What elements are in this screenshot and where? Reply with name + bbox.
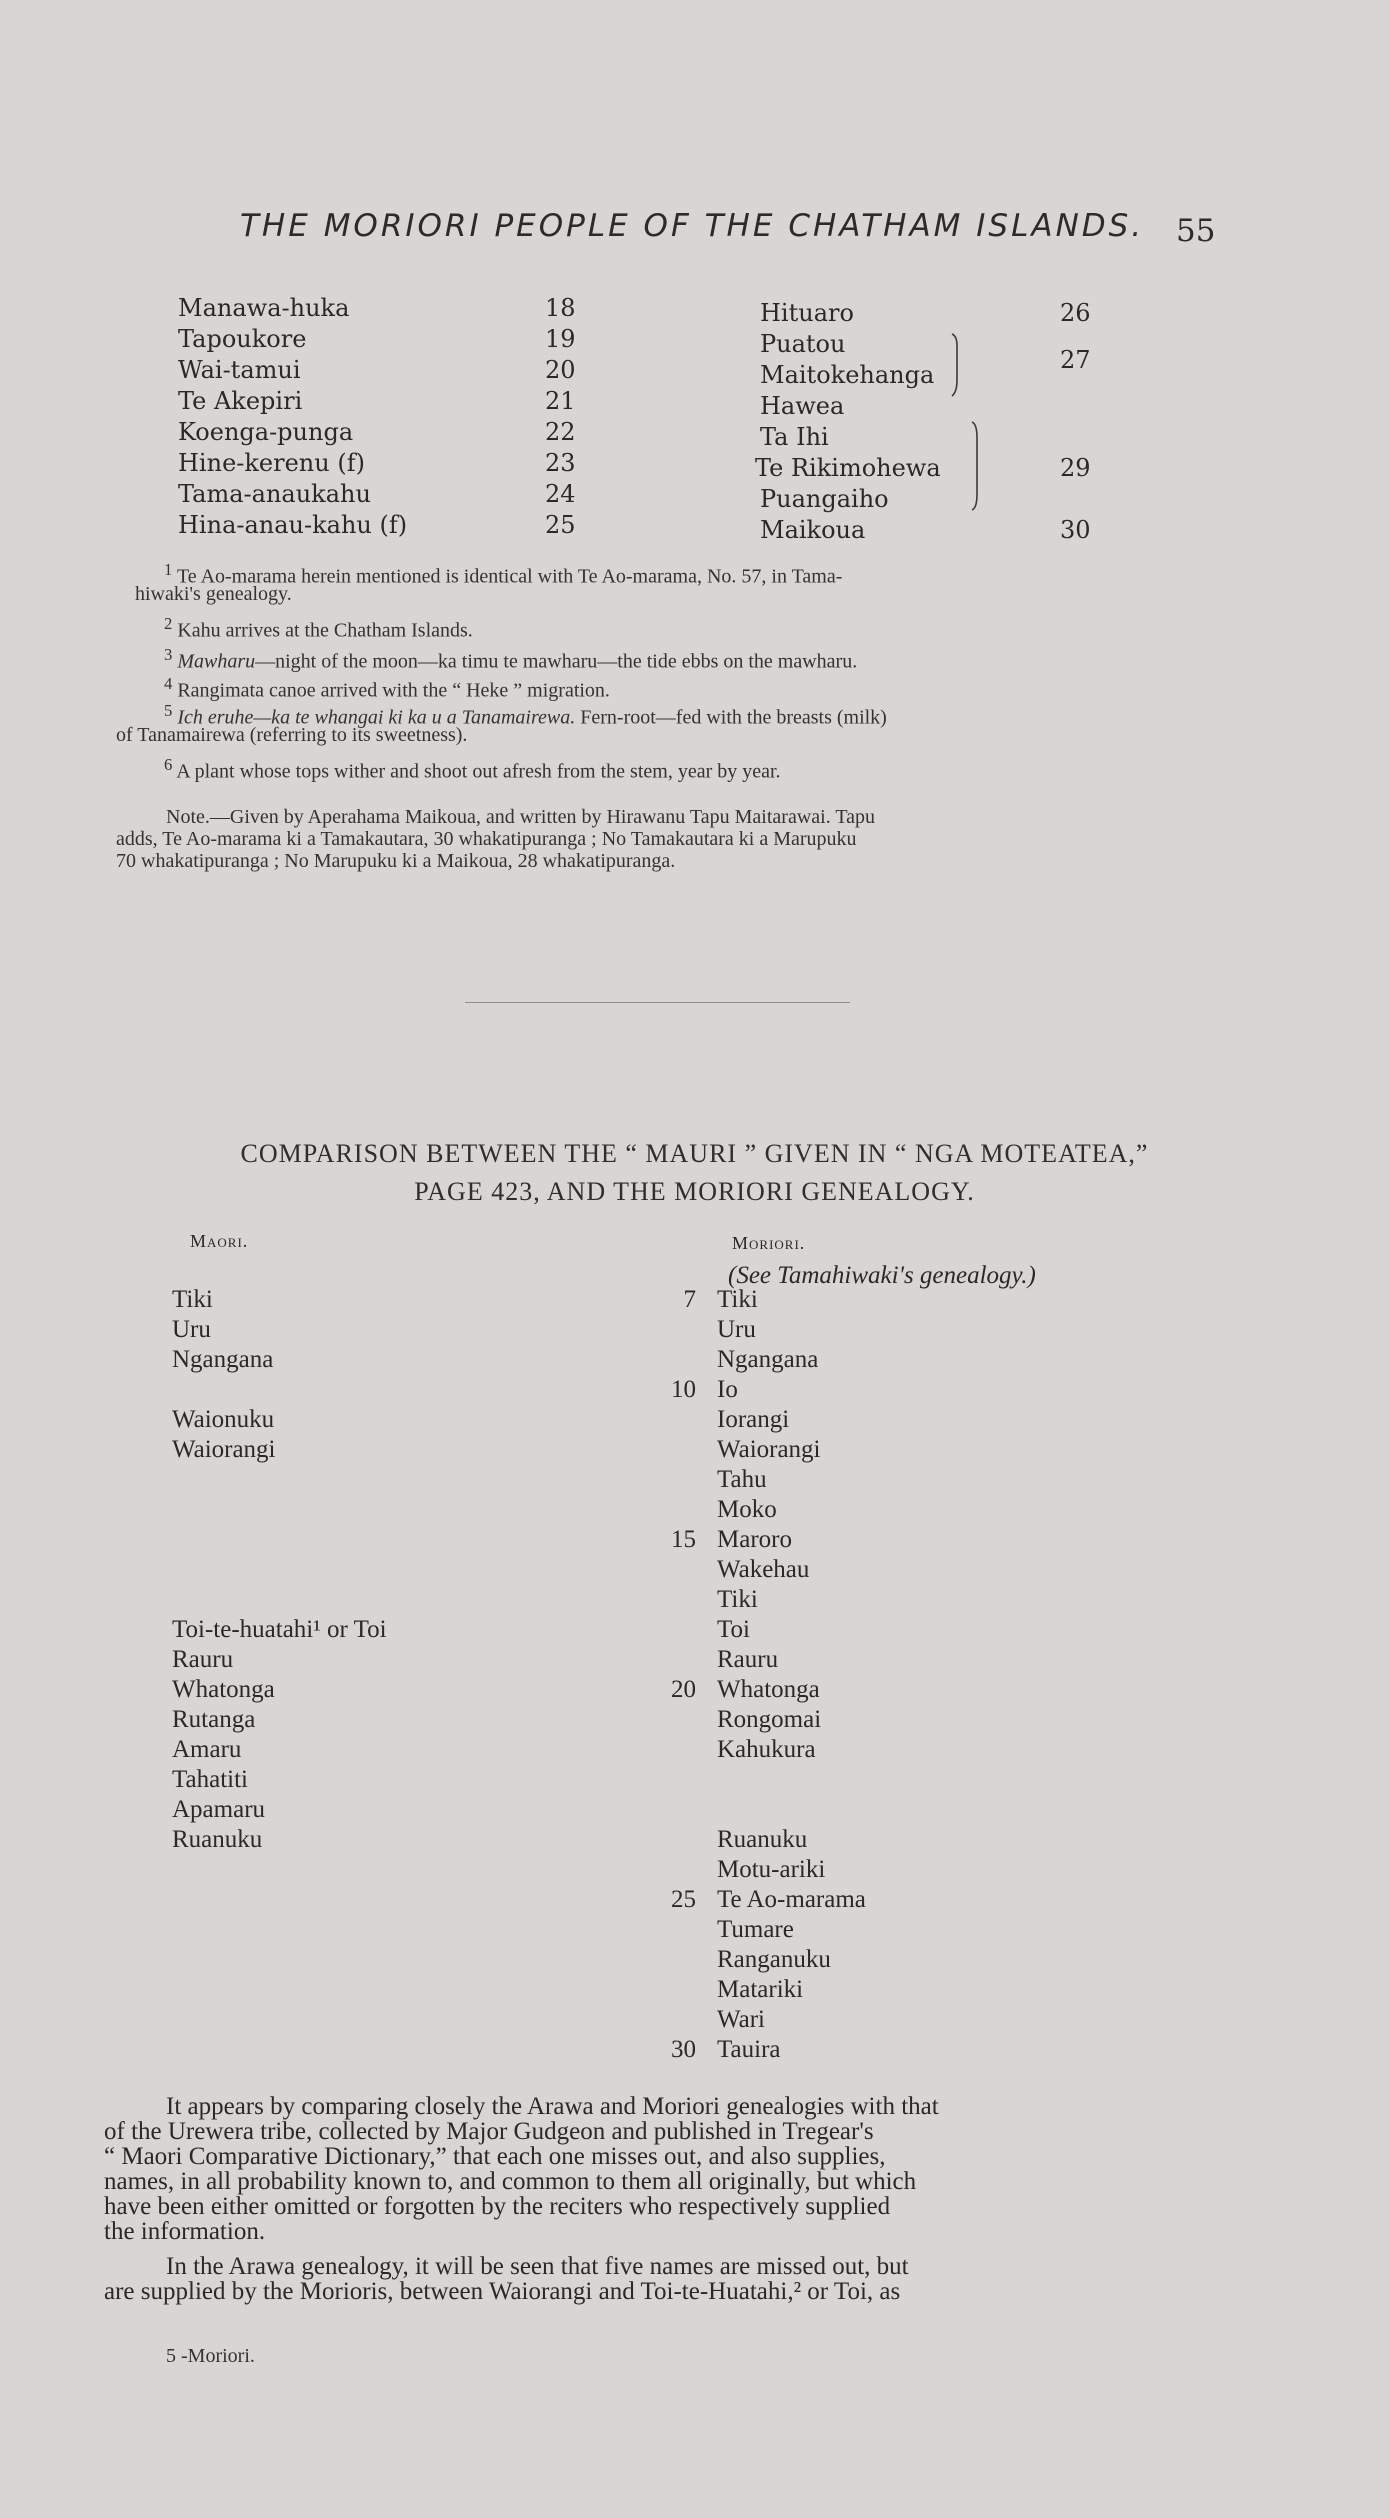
list-item-name: Hine-kerenu (f): [178, 449, 365, 477]
maori-name: Ruanuku: [172, 1826, 263, 1853]
note-line: Note.—Given by Aperahama Maikoua, and written by Hirawanu Tapu Maitarawai. Tapu: [166, 806, 876, 828]
maori-name: Waiorangi: [172, 1436, 276, 1463]
moriori-name: Io: [717, 1376, 738, 1403]
list-item-name: Puatou: [760, 330, 846, 358]
list-item-name: Hawea: [760, 392, 845, 420]
comparison-heading: PAGE 423, AND THE MORIORI GENEALOGY.: [414, 1177, 975, 1206]
moriori-name: Whatonga: [717, 1676, 820, 1703]
running-title: THE MORIORI PEOPLE OF THE CHATHAM ISLANDS.: [240, 208, 1145, 244]
column-header-moriori: Moriori.: [732, 1233, 806, 1253]
moriori-name: Uru: [717, 1316, 756, 1343]
brace-mark: [970, 418, 984, 514]
moriori-name: Motu-ariki: [717, 1856, 826, 1883]
moriori-name: Moko: [717, 1496, 777, 1523]
paragraph-line: the information.: [104, 2218, 266, 2245]
moriori-name: Ngangana: [717, 1346, 819, 1373]
generation-number: 20: [671, 1676, 696, 1703]
list-item-number: 21: [545, 387, 576, 415]
footnote-text: Kahu arrives at the Chatham Islands.: [177, 619, 473, 642]
maori-name: Uru: [172, 1316, 211, 1343]
footnote-marker: 2: [164, 614, 173, 633]
section-divider: [465, 1002, 850, 1003]
list-item-name: Maitokehanga: [760, 361, 935, 389]
footnote-text: Rangimata canoe arrived with the “ Heke ” migration.: [177, 679, 610, 702]
moriori-name: Wakehau: [717, 1556, 810, 1583]
paragraph-line: of the Urewera tribe, collected by Major Gudgeon and published in Tregear's: [104, 2118, 874, 2145]
list-item-name: Manawa-huka: [178, 294, 350, 322]
moriori-name: Tumare: [717, 1916, 794, 1943]
moriori-name: Ruanuku: [717, 1826, 808, 1853]
list-item-name: Koenga-punga: [178, 418, 354, 446]
list-item-name: Hituaro: [760, 299, 854, 327]
footnote-text: Fern-root—fed with the breasts (milk): [575, 706, 887, 729]
list-item-number: 25: [545, 511, 576, 539]
footnote-term: Mawharu: [177, 650, 256, 673]
moriori-name: Rongomai: [717, 1706, 822, 1733]
list-item-number: 22: [545, 418, 576, 446]
list-item-number: 24: [545, 480, 576, 508]
list-item-name: Tama-anaukahu: [178, 480, 371, 508]
moriori-name: Iorangi: [717, 1406, 790, 1433]
list-item-name: Te Rikimohewa: [755, 454, 941, 482]
generation-number: 25: [671, 1886, 696, 1913]
paragraph-line: names, in all probability known to, and common to them all originally, but which: [104, 2168, 917, 2195]
maori-name: Rutanga: [172, 1706, 256, 1733]
moriori-name: Waiorangi: [717, 1436, 821, 1463]
list-item-name: Puangaiho: [760, 485, 889, 513]
list-item-number: 19: [545, 325, 576, 353]
moriori-name: Tiki: [717, 1586, 758, 1613]
list-item-number: 29: [1060, 454, 1091, 482]
generation-number: 15: [671, 1526, 696, 1553]
list-item-number: 27: [1060, 346, 1091, 374]
maori-name: Tiki: [172, 1286, 213, 1313]
maori-name: Whatonga: [172, 1676, 275, 1703]
generation-number: 10: [671, 1376, 696, 1403]
column-header-maori: Maori.: [190, 1231, 249, 1251]
list-item-name: Ta Ihi: [760, 423, 829, 451]
maori-name: Waionuku: [172, 1406, 275, 1433]
maori-name: Rauru: [172, 1646, 234, 1673]
moriori-name: Te Ao-marama: [717, 1886, 866, 1913]
list-item-number: 18: [545, 294, 576, 322]
moriori-name: Wari: [717, 2006, 765, 2033]
list-item-name: Tapoukore: [178, 325, 307, 353]
list-item-name: Te Akepiri: [178, 387, 303, 415]
maori-name: Ngangana: [172, 1346, 274, 1373]
list-item-number: 30: [1060, 516, 1091, 544]
paragraph-line: It appears by comparing closely the Arawa and Moriori genealogies with that: [166, 2093, 939, 2120]
footnote-marker: 5: [164, 701, 173, 720]
list-item-number: 23: [545, 449, 576, 477]
footnote-marker: 3: [164, 645, 173, 664]
moriori-name: Matariki: [717, 1976, 804, 2003]
generation-number: 7: [683, 1286, 696, 1313]
list-item-name: Hina-anau-kahu (f): [178, 511, 408, 539]
moriori-name: Kahukura: [717, 1736, 816, 1763]
maori-name: Tahatiti: [172, 1766, 249, 1793]
footnote-marker: 1: [164, 560, 173, 579]
brace-mark: [950, 330, 964, 400]
list-item-number: 26: [1060, 299, 1091, 327]
footnote-marker: 6: [164, 755, 173, 774]
paragraph-line: are supplied by the Morioris, between Waiorangi and Toi-te-Huatahi,² or Toi, as: [104, 2278, 901, 2305]
page-number: 55: [1176, 213, 1216, 249]
list-item-number: 20: [545, 356, 576, 384]
moriori-name: Tahu: [717, 1466, 767, 1493]
footnote-marker: 4: [164, 674, 173, 693]
signature-mark: 5 -Moriori.: [166, 2345, 255, 2367]
note-line: 70 whakatipuranga ; No Marupuku ki a Maikoua, 28 whakatipuranga.: [116, 850, 676, 872]
note-line: adds, Te Ao-marama ki a Tamakautara, 30 whakatipuranga ; No Tamakautara ki a Marupuku: [116, 828, 857, 850]
footnote-text: —night of the moon—ka timu te mawharu—the tide ebbs on the mawharu.: [255, 650, 858, 673]
footnote-text: Te Ao-marama herein mentioned is identical with Te Ao-marama, No. 57, in Tama-: [176, 565, 843, 588]
moriori-name: Tauira: [717, 2036, 781, 2063]
paragraph-line: have been either omitted or forgotten by the reciters who respectively supplied: [104, 2193, 891, 2220]
paragraph-line: “ Maori Comparative Dictionary,” that each one misses out, and also supplies,: [104, 2143, 886, 2170]
list-item-name: Maikoua: [760, 516, 866, 544]
moriori-name: Rauru: [717, 1646, 779, 1673]
footnote-text: A plant whose tops wither and shoot out afresh from the stem, year by year.: [176, 760, 781, 783]
maori-name: Toi-te-huatahi¹ or Toi: [172, 1616, 387, 1643]
comparison-heading: COMPARISON BETWEEN THE “ MAURI ” GIVEN IN “ NGA MOTEATEA,”: [240, 1139, 1149, 1168]
generation-number: 30: [671, 2036, 696, 2063]
paragraph-line: In the Arawa genealogy, it will be seen that five names are missed out, but: [166, 2253, 909, 2280]
moriori-name: Maroro: [717, 1526, 792, 1553]
footnote-text: hiwaki's genealogy.: [135, 583, 292, 605]
maori-name: Apamaru: [172, 1796, 266, 1823]
list-item-name: Wai-tamui: [178, 356, 301, 384]
moriori-name: Tiki: [717, 1286, 758, 1313]
footnote-text: of Tanamairewa (referring to its sweetness).: [116, 724, 468, 746]
maori-name: Amaru: [172, 1736, 242, 1763]
moriori-name: Ranganuku: [717, 1946, 831, 1973]
column-subheader: (See Tamahiwaki's genealogy.): [728, 1262, 1036, 1289]
moriori-name: Toi: [717, 1616, 750, 1643]
footnote-term: Ich eruhe—ka te whangai ki ka u a Tanamairewa.: [177, 706, 576, 729]
